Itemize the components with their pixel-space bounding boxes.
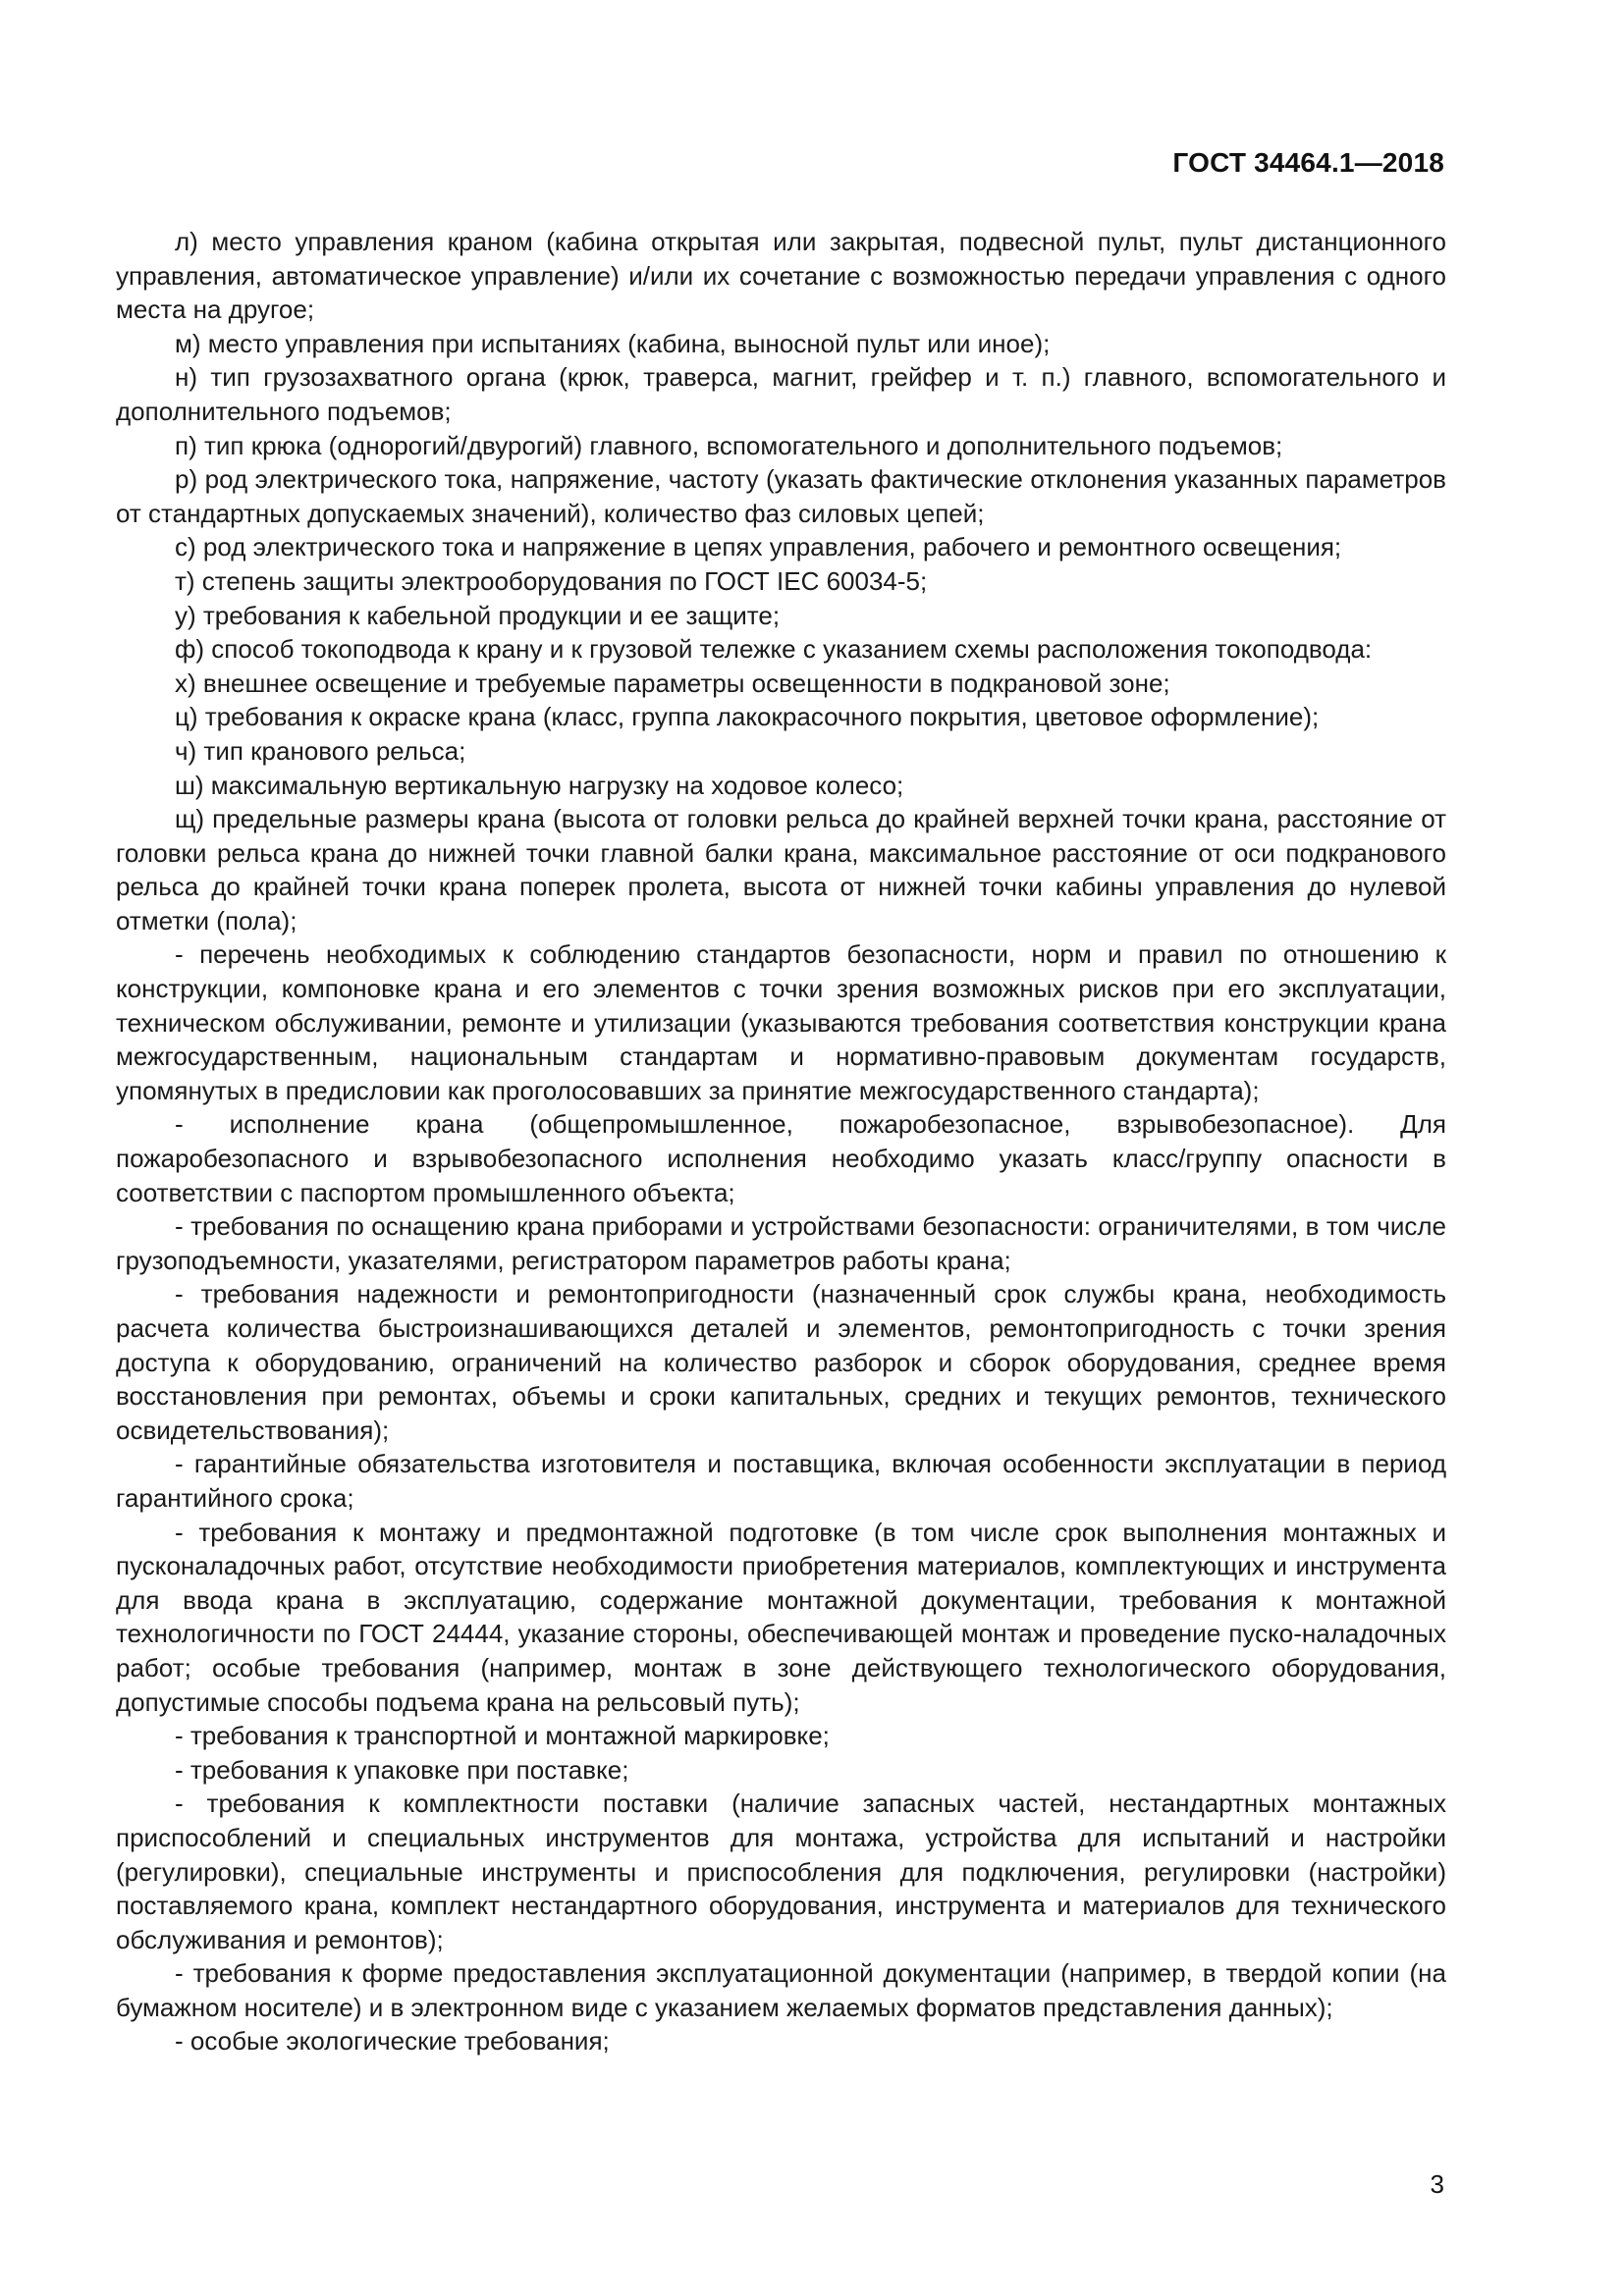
list-item: м) место управления при испытаниях (кабина, выносной пульт или иное); (175, 328, 1051, 358)
list-item: х) внешнее освещение и требуемые параметры освещенности в подкрановой зоне; (175, 667, 1170, 698)
list-item: ф) способ токоподвода к крану и к грузовой тележке с указанием схемы расположения токоподвода: (175, 634, 1373, 665)
list-item: ц) требования к окраске крана (класс, группа лакокрасочного покрытия, цветовое оформление); (175, 702, 1320, 732)
list-item: - исполнение крана (общепромышленное, пожаробезопасное, взрывобезопасное). Для пожаробезопасного и взрывобезопасного исполнения необходимо указать класс/группу опасности в соответствии с паспортом промышленного объекта; (116, 1109, 1446, 1207)
list-item: н) тип грузозахватного органа (крюк, траверса, магнит, грейфер и т. п.) главного, вспомогательного и дополнительного подъемов; (116, 362, 1446, 426)
list-item: щ) предельные размеры крана (высота от головки рельса до крайней верхней точки крана, расстояние от головки рельса крана до нижней точки главной балки крана, максимальное расстояние от оси подкранового рельса до крайней точки крана поперек пролета, высота от нижней точки кабины управления до нулевой отметки (пола); (116, 804, 1446, 935)
list-item: - требования к форме предоставления эксплуатационной документации (например, в твердой копии (на бумажном носителе) и в электронном виде с указанием желаемых форматов представления данных); (116, 1958, 1446, 2022)
list-item: с) род электрического тока и напряжение в цепях управления, рабочего и ремонтного освещения; (175, 532, 1342, 562)
list-item: - гарантийные обязательства изготовителя и поставщика, включая особенности эксплуатации в период гарантийного срока; (116, 1449, 1446, 1513)
list-item: - требования к монтажу и предмонтажной подготовке (в том числе срок выполнения монтажных и пусконаладочных работ, отсутствие необходимости приобретения материалов, комплектующих и инструмента для ввода крана в эксплуатацию, содержание монтажной документации, требования к монтажной технологичности по ГОСТ 24444, указание стороны, обеспечивающей монтаж и проведение пуско-наладочных работ; особые требования (например, монтаж в зоне действующего технологического оборудования, допустимые способы подъема крана на рельсовый путь); (116, 1517, 1446, 1717)
list-item: - требования надежности и ремонтопригодности (назначенный срок службы крана, необходимость расчета количества быстроизнашивающихся деталей и элементов, ремонтопригодность с точки зрения доступа к оборудованию, ограничений на количество разборок и сборок оборудования, среднее время восстановления при ремонтах, объемы и сроки капитальных, средних и текущих ремонтов, технического освидетельствования); (116, 1279, 1446, 1445)
list-item: - требования по оснащению крана приборами и устройствами безопасности: ограничителями, в том числе грузоподъемности, указателями, регистратором параметров работы крана; (116, 1211, 1446, 1275)
list-item: - особые экологические требования; (175, 2026, 610, 2056)
list-item: п) тип крюка (однорогий/двурогий) главного, вспомогательного и дополнительного подъемов; (175, 430, 1283, 460)
document-body (116, 225, 1446, 2058)
list-item: - требования к комплектности поставки (наличие запасных частей, нестандартных монтажных приспособлений и специальных инструментов для монтажа, устройства для испытаний и настройки (регулировки), специальные инструменты и приспособления для подключения, регулировки (настройки) поставляемого крана, комплект нестандартного оборудования, инструмента и материалов для технического обслуживания и ремонтов); (116, 1789, 1446, 1954)
list-item: р) род электрического тока, напряжение, частоту (указать фактические отклонения указанных параметров от стандартных допускаемых значений), количество фаз силовых цепей; (116, 464, 1446, 528)
page-number: 3 (1430, 2169, 1444, 2199)
list-item: - перечень необходимых к соблюдению стандартов безопасности, норм и правил по отношению к конструкции, компоновке крана и его элементов с точки зрения возможных рисков при его эксплуатации, техническом обслуживании, ремонте и утилизации (указываются требования соответствия конструкции крана межгосударственным, национальным стандартам и нормативно-правовым документам государств, упомянутых в предисловии как проголосовавших за принятие межгосударственного стандарта); (116, 939, 1446, 1105)
list-item: л) место управления краном (кабина открытая или закрытая, подвесной пульт, пульт дистанционного управления, автоматическое управление) и/или их сочетание с возможностью передачи управления с одного места на другое; (116, 227, 1446, 325)
list-item: т) степень защиты электрооборудования по ГОСТ IEC 60034-5; (175, 565, 928, 596)
document-header-id: ГОСТ 34464.1—2018 (1172, 147, 1444, 178)
list-item: - требования к упаковке при поставке; (175, 1754, 629, 1785)
list-item: - требования к транспортной и монтажной маркировке; (175, 1721, 830, 1751)
list-item: ш) максимальную вертикальную нагрузку на ходовое колесо; (175, 770, 904, 800)
list-item: ч) тип кранового рельса; (175, 735, 466, 766)
list-item: у) требования к кабельной продукции и ее защите; (175, 600, 781, 630)
